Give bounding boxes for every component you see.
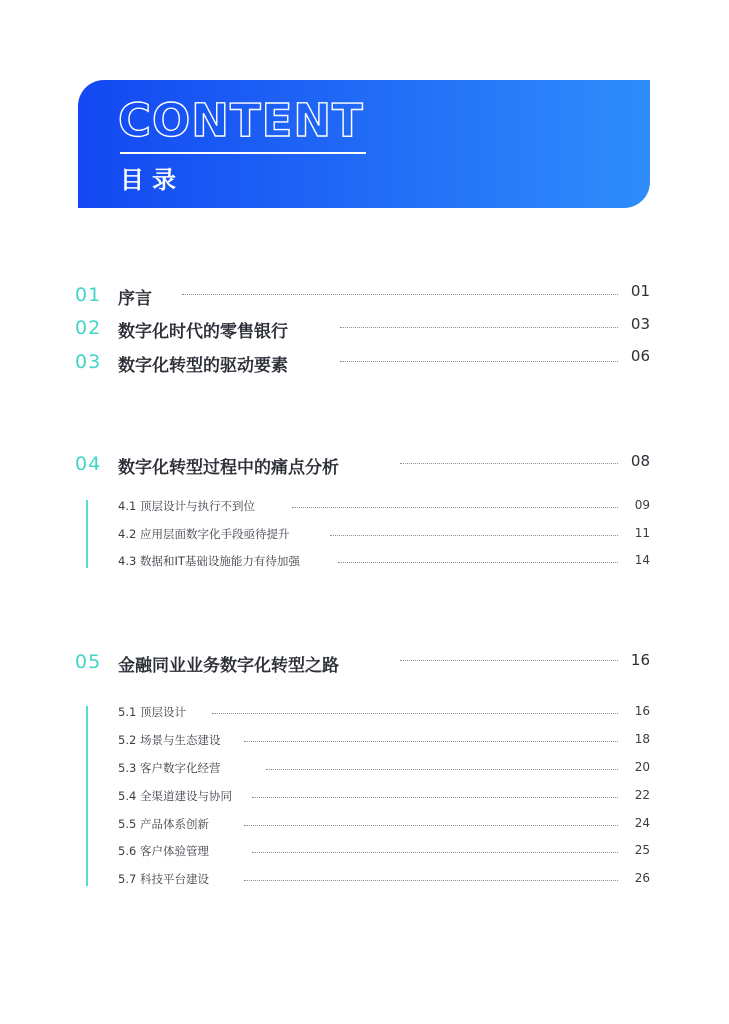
- toc-entry-page: 16: [630, 651, 650, 669]
- subsection-accent-bar: [86, 706, 88, 886]
- toc-subentry-title: 5.2 场景与生态建设: [118, 733, 221, 747]
- toc-subentry-title: 5.7 科技平台建设: [118, 872, 209, 886]
- toc-entry-title: 金融同业业务数字化转型之路: [118, 656, 339, 676]
- dot-leader: [400, 660, 618, 661]
- toc-subentry-title: 5.1 顶层设计: [118, 705, 186, 719]
- toc-entry-title: 数字化转型过程中的痛点分析: [118, 458, 339, 478]
- dot-leader: [338, 562, 618, 563]
- toc-subentry-page: 24: [634, 816, 650, 830]
- dot-leader: [330, 535, 618, 536]
- toc-entry-number: 05: [75, 651, 102, 673]
- header-title-en: CONTENT: [118, 94, 364, 147]
- dot-leader: [292, 507, 618, 508]
- header-divider: [120, 152, 366, 154]
- toc-subentry-page: 09: [634, 498, 650, 512]
- toc-subentry-title: 5.6 客户体验管理: [118, 844, 209, 858]
- dot-leader: [244, 880, 618, 881]
- dot-leader: [252, 852, 618, 853]
- toc-subentry-title: 5.3 客户数字化经营: [118, 761, 221, 775]
- dot-leader: [340, 361, 618, 362]
- toc-entry-title: 序言: [118, 289, 152, 309]
- toc-subentry-page: 20: [634, 760, 650, 774]
- toc-subentry-title: 5.5 产品体系创新: [118, 817, 209, 831]
- toc-subentry-title: 5.4 全渠道建设与协同: [118, 789, 232, 803]
- dot-leader: [252, 797, 618, 798]
- toc-entry-page: 01: [630, 282, 650, 300]
- toc-entry-number: 02: [75, 317, 102, 339]
- toc-entry-page: 08: [630, 452, 650, 470]
- toc-subentry-page: 22: [634, 788, 650, 802]
- toc-entry-number: 01: [75, 284, 102, 306]
- dot-leader: [340, 327, 618, 328]
- toc-subentry-title: 4.3 数据和IT基础设施能力有待加强: [118, 554, 300, 568]
- toc-entry-number: 03: [75, 351, 102, 373]
- toc-subentry-page: 11: [634, 526, 650, 540]
- toc-entry-title: 数字化转型的驱动要素: [118, 356, 288, 376]
- toc-entry-number: 04: [75, 453, 102, 475]
- header-title-cn: 目录: [120, 166, 184, 194]
- dot-leader: [182, 294, 618, 295]
- toc-subentry-title: 4.1 顶层设计与执行不到位: [118, 499, 255, 513]
- toc-subentry-page: 14: [634, 553, 650, 567]
- toc-subentry-page: 26: [634, 871, 650, 885]
- toc-entry-page: 03: [630, 315, 650, 333]
- toc-subentry-title: 4.2 应用层面数字化手段亟待提升: [118, 527, 290, 541]
- toc-subentry-page: 18: [634, 732, 650, 746]
- dot-leader: [400, 463, 618, 464]
- header-banner: [78, 80, 650, 208]
- toc-subentry-page: 25: [634, 843, 650, 857]
- dot-leader: [212, 713, 618, 714]
- toc-entry-page: 06: [630, 347, 650, 365]
- dot-leader: [266, 769, 618, 770]
- dot-leader: [244, 741, 618, 742]
- toc-subentry-page: 16: [634, 704, 650, 718]
- toc-entry-title: 数字化时代的零售银行: [118, 322, 288, 342]
- subsection-accent-bar: [86, 500, 88, 568]
- dot-leader: [244, 825, 618, 826]
